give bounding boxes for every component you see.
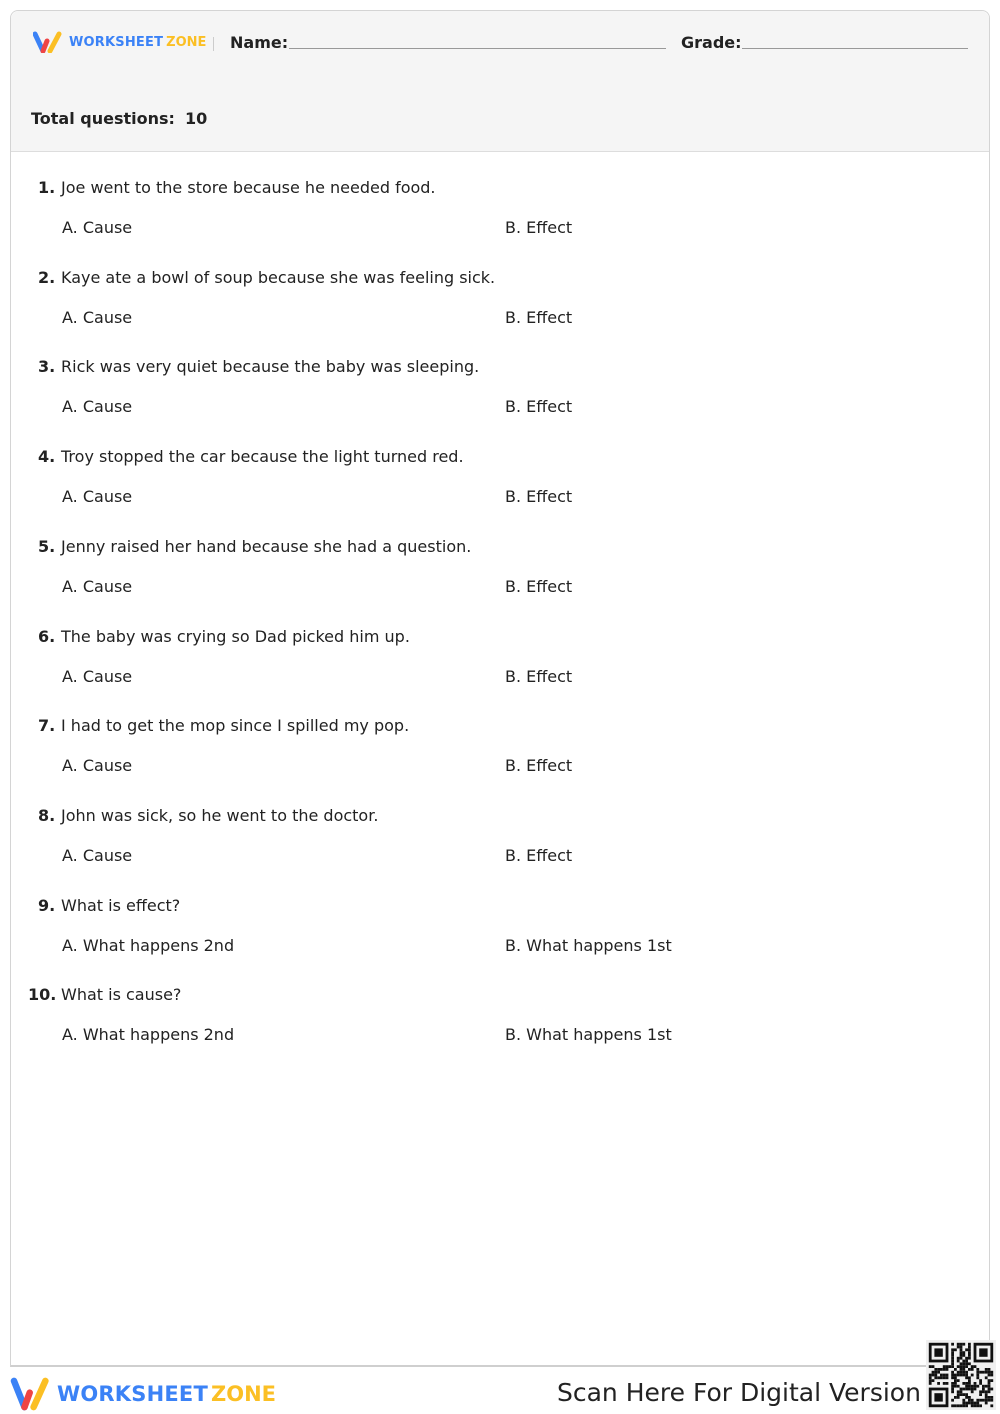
header-logo [33, 31, 206, 53]
question-item [11, 537, 989, 627]
question-number: 8. [38, 805, 56, 825]
option-b[interactable]: B. Effect [505, 487, 573, 507]
question-number: 9. [38, 895, 56, 915]
logo-icon [10, 1377, 52, 1411]
question-number: 6. [38, 626, 56, 646]
question-number: 5. [38, 536, 56, 556]
option-a[interactable]: A. Cause [62, 307, 133, 327]
question-number: 3. [38, 357, 56, 377]
worksheet-header [11, 11, 989, 152]
option-b[interactable]: B. Effect [505, 397, 573, 417]
option-b[interactable]: B. Effect [505, 576, 573, 596]
name-field[interactable] [289, 48, 666, 49]
question-item [11, 985, 989, 1075]
option-a[interactable]: A. Cause [62, 218, 133, 237]
question-item [11, 806, 989, 896]
total-questions-value: 10 [184, 109, 208, 128]
option-a[interactable]: A. What happens 2nd [62, 935, 235, 955]
logo-word-worksheet: WORKSHEET [57, 1382, 208, 1406]
qr-code[interactable] [926, 1340, 996, 1410]
logo-icon [33, 31, 65, 53]
question-text: Joe went to the store because he needed food. [61, 178, 436, 197]
question-number: 7. [38, 716, 56, 736]
option-a[interactable]: A. Cause [62, 756, 133, 776]
question-item [11, 896, 989, 986]
option-a[interactable]: A. What happens 2nd [62, 1025, 235, 1045]
total-questions [31, 109, 207, 128]
option-a[interactable]: A. Cause [62, 397, 133, 417]
question-number: 2. [38, 267, 56, 287]
question-item [11, 268, 989, 358]
option-a[interactable]: A. Cause [62, 845, 133, 865]
grade-field[interactable] [742, 48, 968, 49]
question-number: 1. [38, 178, 56, 197]
option-a[interactable]: A. Cause [62, 487, 133, 507]
option-b[interactable]: B. Effect [505, 218, 573, 237]
option-b[interactable]: B. Effect [505, 307, 573, 327]
question-number: 10. [28, 985, 57, 1005]
footer-logo [10, 1377, 276, 1411]
option-b[interactable]: B. Effect [505, 756, 573, 776]
question-text: John was sick, so he went to the doctor. [61, 805, 379, 825]
question-text: Jenny raised her hand because she had a question. [61, 536, 472, 556]
question-text: The baby was crying so Dad picked him up. [61, 626, 410, 646]
question-text: Kaye ate a bowl of soup because she was feeling sick. [61, 267, 496, 287]
header-divider [213, 37, 214, 51]
question-item [11, 178, 989, 268]
name-label: Name: [230, 33, 289, 52]
question-item [11, 627, 989, 717]
question-text: Troy stopped the car because the light turned red. [61, 447, 464, 467]
scan-text: Scan Here For Digital Version [557, 1378, 921, 1407]
question-item [11, 357, 989, 447]
logo-word-worksheet: WORKSHEET [69, 34, 164, 50]
total-questions-label: Total questions: [31, 109, 175, 128]
question-text: Rick was very quiet because the baby was sleeping. [61, 357, 480, 377]
grade-label: Grade: [681, 33, 742, 52]
option-a[interactable]: A. Cause [62, 666, 133, 686]
option-a[interactable]: A. Cause [62, 576, 133, 596]
question-text: What is effect? [61, 895, 181, 915]
question-number: 4. [38, 447, 56, 467]
option-b[interactable]: B. What happens 1st [505, 1025, 672, 1045]
option-b[interactable]: B. What happens 1st [505, 935, 672, 955]
option-b[interactable]: B. Effect [505, 845, 573, 865]
question-text: I had to get the mop since I spilled my pop. [61, 716, 410, 736]
worksheet-card [10, 10, 990, 1367]
question-item [11, 447, 989, 537]
question-item [11, 716, 989, 806]
logo-word-zone: ZONE [210, 1382, 276, 1406]
question-text: What is cause? [61, 985, 182, 1005]
option-b[interactable]: B. Effect [505, 666, 573, 686]
logo-word-zone: ZONE [166, 34, 207, 50]
